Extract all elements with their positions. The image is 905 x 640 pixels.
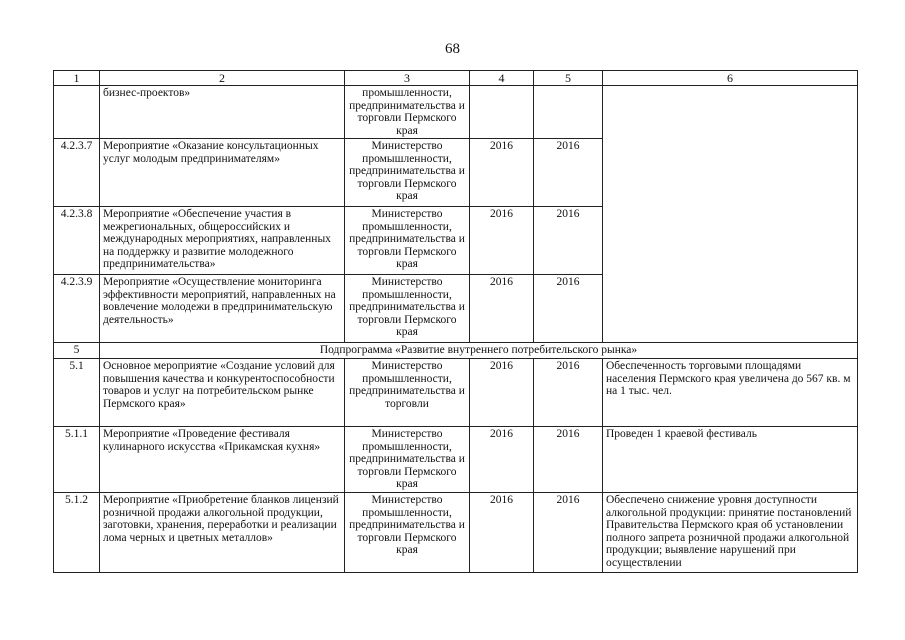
row-description: Мероприятие «Оказание консультационных услуг молодым предпринимателям» — [100, 139, 345, 207]
row-executor: Министерство промышленности, предпринимательства и торговли Пермского края — [345, 427, 470, 493]
table-row — [54, 493, 858, 573]
row-start-year: 2016 — [470, 493, 534, 573]
row-end-year: 2016 — [534, 493, 603, 573]
row-number: 5.1.2 — [54, 493, 100, 573]
column-header: 3 — [345, 71, 470, 86]
row-end-year: 2016 — [534, 207, 603, 275]
row-executor: Министерство промышленности, предпринимательства и торговли Пермского края — [345, 275, 470, 343]
row-number: 5.1 — [54, 359, 100, 427]
subprogram-row — [54, 343, 858, 359]
row-number: 4.2.3.7 — [54, 139, 100, 207]
row-description: Мероприятие «Осуществление мониторинга эффективности мероприятий, направленных на вовлечение молодежи в предпринимательскую деятельность» — [100, 275, 345, 343]
subprogram-number: 5 — [54, 343, 100, 359]
row-description: бизнес-проектов» — [100, 86, 345, 139]
table-row — [54, 427, 858, 493]
table-row — [54, 86, 858, 139]
column-header: 2 — [100, 71, 345, 86]
row-executor: Министерство промышленности, предпринимательства и торговли Пермского края — [345, 207, 470, 275]
row-result: Проведен 1 краевой фестиваль — [603, 427, 858, 493]
row-result: Обеспеченность торговыми площадями населения Пермского края увеличена до 567 кв. м на 1 тыс. чел. — [603, 359, 858, 427]
row-executor: промышленности, предпринимательства и торговли Пермского края — [345, 86, 470, 139]
row-description: Основное мероприятие «Создание условий для повышения качества и конкурентоспособности товаров и услуг на потребительском рынке Пермского края» — [100, 359, 345, 427]
row-start-year: 2016 — [470, 427, 534, 493]
row-end-year: 2016 — [534, 427, 603, 493]
row-number: 4.2.3.9 — [54, 275, 100, 343]
program-table — [53, 70, 858, 573]
row-executor: Министерство промышленности, предпринимательства и торговли — [345, 359, 470, 427]
row-end-year: 2016 — [534, 139, 603, 207]
row-start-year: 2016 — [470, 139, 534, 207]
row-start-year: 2016 — [470, 275, 534, 343]
row-description: Мероприятие «Приобретение бланков лицензий розничной продажи алкогольной продукции, заготовки, хранения, переработки и реализации лома черных и цветных металлов» — [100, 493, 345, 573]
row-start-year: 2016 — [470, 359, 534, 427]
row-number: 4.2.3.8 — [54, 207, 100, 275]
row-executor: Министерство промышленности, предпринимательства и торговли Пермского края — [345, 493, 470, 573]
column-header: 4 — [470, 71, 534, 86]
row-executor: Министерство промышленности, предпринимательства и торговли Пермского края — [345, 139, 470, 207]
row-description: Мероприятие «Обеспечение участия в межрегиональных, общероссийских и международных мероприятиях, направленных на поддержку и развитие молодежного предпринимательства» — [100, 207, 345, 275]
row-number — [54, 86, 100, 139]
row-description: Мероприятие «Проведение фестиваля кулинарного искусства «Прикамская кухня» — [100, 427, 345, 493]
column-header: 6 — [603, 71, 858, 86]
row-number: 5.1.1 — [54, 427, 100, 493]
row-start-year: 2016 — [470, 207, 534, 275]
row-end-year: 2016 — [534, 275, 603, 343]
row-result: Обеспечено снижение уровня доступности алкогольной продукции: принятие постановлений Правительства Пермского края об установлении полного запрета розничной продажи алкогольной продукции; выявление нарушений при осуществлении — [603, 493, 858, 573]
row-end-year: 2016 — [534, 359, 603, 427]
row-start-year — [470, 86, 534, 139]
table-row — [54, 359, 858, 427]
table-header-row — [54, 71, 858, 86]
subprogram-title: Подпрограмма «Развитие внутреннего потребительского рынка» — [100, 343, 858, 359]
column-header: 5 — [534, 71, 603, 86]
row-end-year — [534, 86, 603, 139]
row-result-empty — [603, 86, 858, 343]
page-number: 68 — [445, 41, 460, 57]
column-header: 1 — [54, 71, 100, 86]
